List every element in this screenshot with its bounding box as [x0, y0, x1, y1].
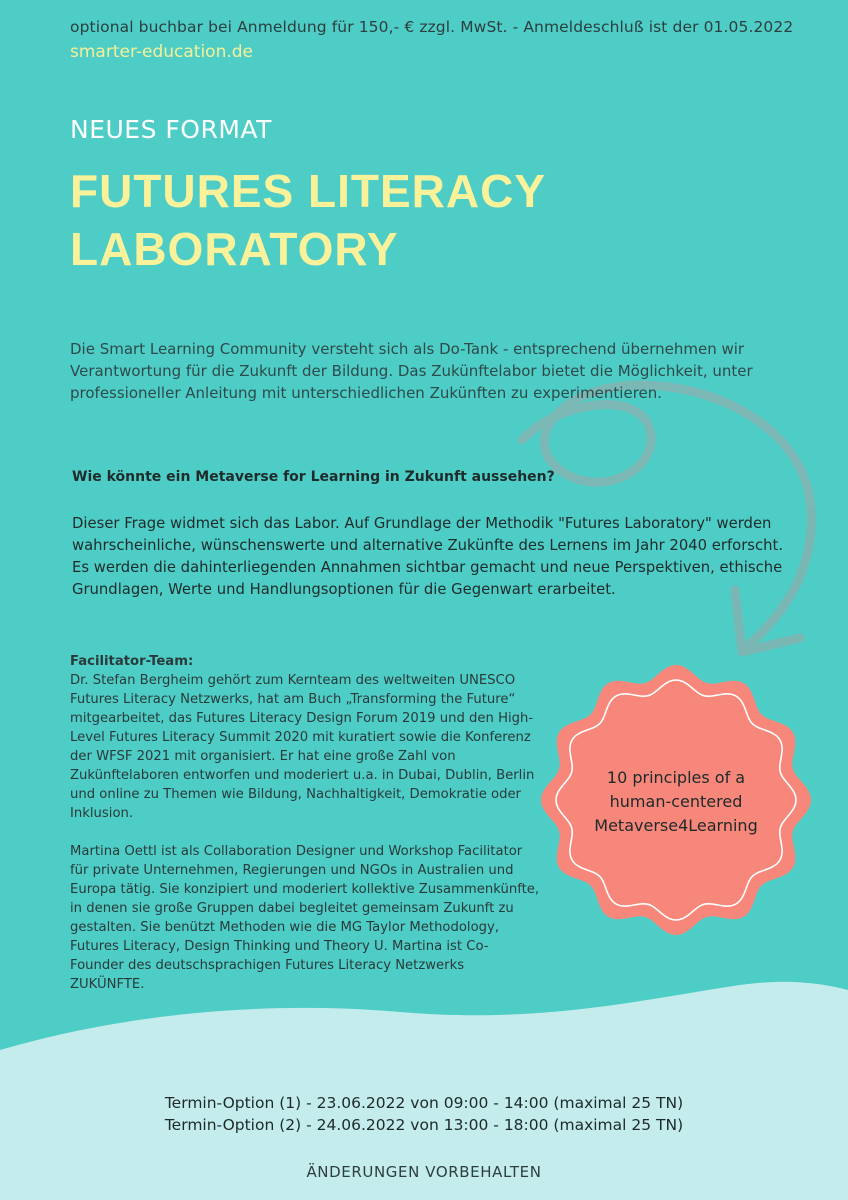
- date-option-1: Termin-Option (1) - 23.06.2022 von 09:00 - 14:00 (maximal 25 TN): [164, 1094, 684, 1112]
- date-options: [0, 1092, 848, 1136]
- title-line-1: FUTURES LITERACY: [70, 165, 546, 217]
- facilitator-bio-bergheim: Dr. Stefan Bergheim gehört zum Kernteam des weltweiten UNESCO Futures Literacy Netzwerks, hat am Buch „Transforming the Future“ mitgearbeitet, das Futures Literacy Design Forum 2019 und den High-Level Futures Literacy Summit 2020 mit kuratiert sowie die Konferenz der WFSF 2021 mit organisiert. Er hat eine große Zahl von Zukünftelaboren entworfen und moderiert u.a. in Dubai, Dublin, Berlin und online zu Themen wie Bildung, Nachhaltigkeit, Demokratie oder Inklusion.: [70, 673, 535, 821]
- facilitator-section: [70, 652, 540, 1013]
- facilitator-bio-oettl: Martina Oettl ist als Collaboration Designer und Workshop Facilitator für private Unternehmen, Regierungen und NGOs in Australien und Europa tätig. Sie konzipiert und moderiert kollektive Zusammenkünfte, in denen sie große Gruppen dabei begleitet gemeinsam Zukunft zu gestalten. Sie benützt Methoden wie die MG Taylor Methodology, Futures Literacy, Design Thinking und Theory U. Martina ist Co-Founder des deutschsprachigen Futures Literacy Netzwerks ZUKÜNFTE.: [70, 844, 540, 992]
- badge-text: [560, 766, 792, 838]
- title-line-2: LABORATORY: [70, 223, 399, 275]
- badge-line-1: 10 principles of a: [606, 768, 746, 787]
- intro-paragraph: Die Smart Learning Community versteht sich als Do-Tank - entsprechend übernehmen wir Verantwortung für die Zukunft der Bildung. Das Zukünftelabor bietet die Möglichkeit, unter professioneller Anleitung mit unterschiedlichen Zukünften zu experimentieren.: [70, 340, 753, 402]
- date-option-2: Termin-Option (2) - 24.06.2022 von 13:00 - 18:00 (maximal 25 TN): [164, 1116, 684, 1134]
- page-title: [70, 162, 546, 278]
- format-kicker: NEUES FORMAT: [70, 115, 272, 144]
- lab-question: Wie könnte ein Metaverse for Learning in Zukunft aussehen?: [72, 469, 555, 485]
- lab-description: Dieser Frage widmet sich das Labor. Auf Grundlage der Methodik "Futures Laboratory" werden wahrscheinliche, wünschenswerte und alternative Zukünfte des Lernens im Jahr 2040 erforscht. Es werden die dahinterliegenden Annahmen sichtbar gemacht und neue Perspektiven, ethische Grundlagen, Werte und Handlungsoptionen für die Gegenwart erarbeitet.: [72, 515, 784, 598]
- website-link[interactable]: smarter-education.de: [70, 42, 253, 62]
- registration-note: optional buchbar bei Anmeldung für 150,- € zzgl. MwSt. - Anmeldeschluß ist der 01.05.2022: [70, 18, 794, 36]
- footer-note: ÄNDERUNGEN VORBEHALTEN: [306, 1163, 542, 1181]
- facilitator-label: Facilitator-Team:: [70, 654, 194, 669]
- badge-line-3: Metaverse4Learning: [594, 816, 758, 835]
- badge-line-2: human-centered: [609, 792, 743, 811]
